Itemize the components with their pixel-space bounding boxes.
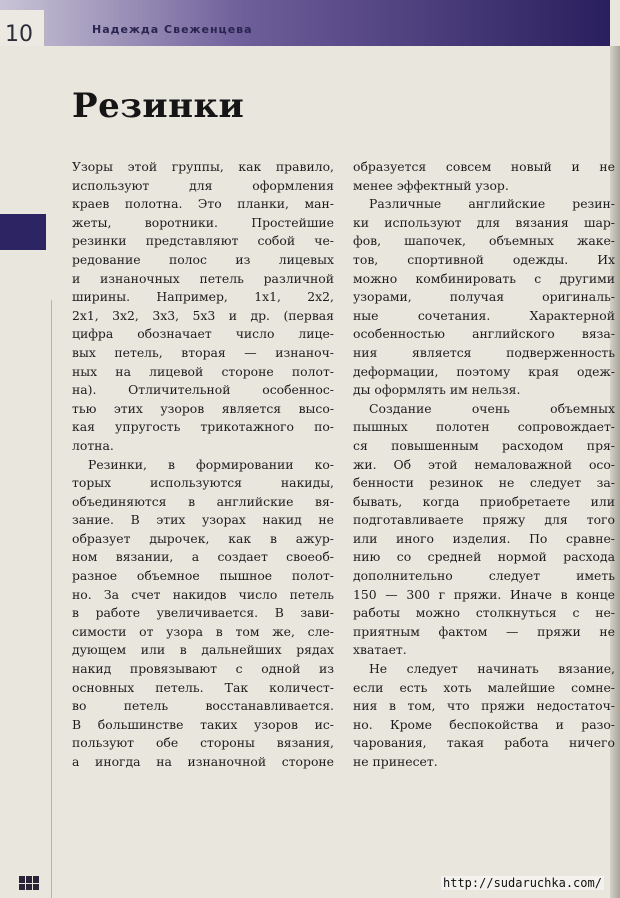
text-column-right (353, 158, 615, 772)
text-line: деформации, поэтому края одеж- (353, 363, 615, 379)
text-line: или иного изделия. По сравне- (353, 530, 615, 546)
text-column-left (72, 158, 334, 772)
text-line: хватает. (353, 642, 407, 658)
article-title: Резинки (72, 86, 245, 126)
text-line: лотна. (72, 437, 114, 453)
text-line: приятным фактом — пряжи не (353, 623, 615, 639)
text-line: Не следует начинать вязание, (369, 661, 615, 677)
text-line: фов, шапочек, объемных жаке- (353, 233, 615, 249)
page-number: 10 (5, 22, 33, 47)
text-line: ния в том, что пряжи недостаточ- (353, 698, 615, 714)
text-line: дующем или в дальнейших рядах (72, 642, 334, 658)
text-line: зание. В этих узорах накид не (72, 512, 334, 528)
text-line: работы можно столкнуться с не- (353, 605, 615, 621)
text-line: торых используются накиды, (72, 475, 334, 491)
text-line: в работе увеличивается. В зави- (72, 605, 334, 621)
text-line: симости от узора в том же, сле- (72, 623, 334, 639)
text-line: редование полос из лицевых (72, 251, 334, 267)
margin-rule (51, 300, 52, 898)
text-line: Резинки, в формировании ко- (88, 456, 334, 472)
text-line: дополнительно следует иметь (353, 568, 615, 584)
text-line: жи. Об этой немаловажной осо- (353, 456, 615, 472)
text-line: а иногда на изнаночной стороне (72, 754, 334, 769)
text-line: во петель восстанавливается. (72, 698, 334, 714)
text-line: основных петель. Так количест- (72, 679, 334, 695)
text-line: образует дырочек, как в ажур- (72, 530, 334, 546)
text-line: ные сочетания. Характерной (353, 307, 615, 323)
text-line: не принесет. (353, 754, 438, 769)
text-line: бенности резинок не следует за- (353, 475, 615, 491)
text-line: ния является подверженность (353, 344, 615, 360)
text-line: и изнаночных петель различной (72, 270, 334, 286)
watermark-url: http://sudaruchka.com/ (443, 876, 602, 890)
text-line: тью этих узоров является высо- (72, 400, 334, 416)
text-line: В большинстве таких узоров ис- (72, 716, 334, 732)
text-line: но. Кроме беспокойства и разо- (353, 716, 615, 732)
text-line: на). Отличительной особеннос- (72, 382, 334, 398)
text-line: но. За счет накидов число петель (72, 586, 334, 602)
text-line: кая упругость трикотажного по- (72, 419, 334, 435)
text-line: бывать, когда приобретаете или (353, 493, 615, 509)
text-line: ды оформлять им нельзя. (353, 382, 521, 398)
text-line: Узоры этой группы, как правило, (72, 159, 334, 174)
page-number-box (0, 10, 45, 46)
text-line: вых петель, вторая — изнаноч- (72, 344, 334, 360)
text-line: разное объемное пышное полот- (72, 568, 334, 584)
side-tab-marker (0, 214, 46, 250)
text-line: краев полотна. Это планки, ман- (72, 196, 334, 212)
text-line: Различные английские резин- (369, 196, 615, 212)
text-line: можно комбинировать с другими (353, 270, 615, 286)
text-line: ки используют для вязания шар- (353, 214, 615, 230)
text-line: 150 — 300 г пряжи. Иначе в конце (353, 586, 615, 602)
text-line: пышных полотен сопровождает- (353, 419, 615, 435)
text-line: ся повышенным расходом пря- (353, 437, 615, 453)
text-line: 2х1, 3х2, 3х3, 5х3 и др. (первая (72, 307, 334, 323)
text-line: жеты, воротники. Простейшие (72, 214, 334, 230)
text-line: используют для оформления (72, 177, 334, 193)
text-line: подготавливаете пряжу для того (353, 512, 615, 528)
text-line: цифра обозначает число лице- (72, 326, 334, 342)
text-line: объединяются в английские вя- (72, 493, 334, 509)
text-line: менее эффектный узор. (353, 177, 509, 193)
text-line: если есть хоть малейшие сомне- (353, 679, 615, 695)
text-line: ных на лицевой стороне полот- (72, 363, 334, 379)
text-line: ном вязании, а создает своеоб- (72, 549, 334, 565)
text-line: тов, спортивной одежды. Их (353, 251, 615, 267)
text-line: нию со средней нормой расхода (353, 549, 615, 565)
text-line: узорами, получая оригиналь- (353, 289, 615, 305)
text-line: ширины. Например, 1х1, 2х2, (72, 289, 334, 305)
text-line: образуется совсем новый и не (353, 159, 615, 174)
text-line: особенностью английского вяза- (353, 326, 615, 342)
grid-logo-icon (19, 876, 39, 890)
text-line: накид провязывают с одной из (72, 661, 334, 677)
text-line: чарования, такая работа ничего (353, 735, 615, 751)
text-line: резинки представляют собой че- (72, 233, 334, 249)
author-name: Надежда Свеженцева (92, 23, 253, 36)
text-line: Создание очень объемных (369, 400, 615, 416)
text-line: пользуют обе стороны вязания, (72, 735, 334, 751)
